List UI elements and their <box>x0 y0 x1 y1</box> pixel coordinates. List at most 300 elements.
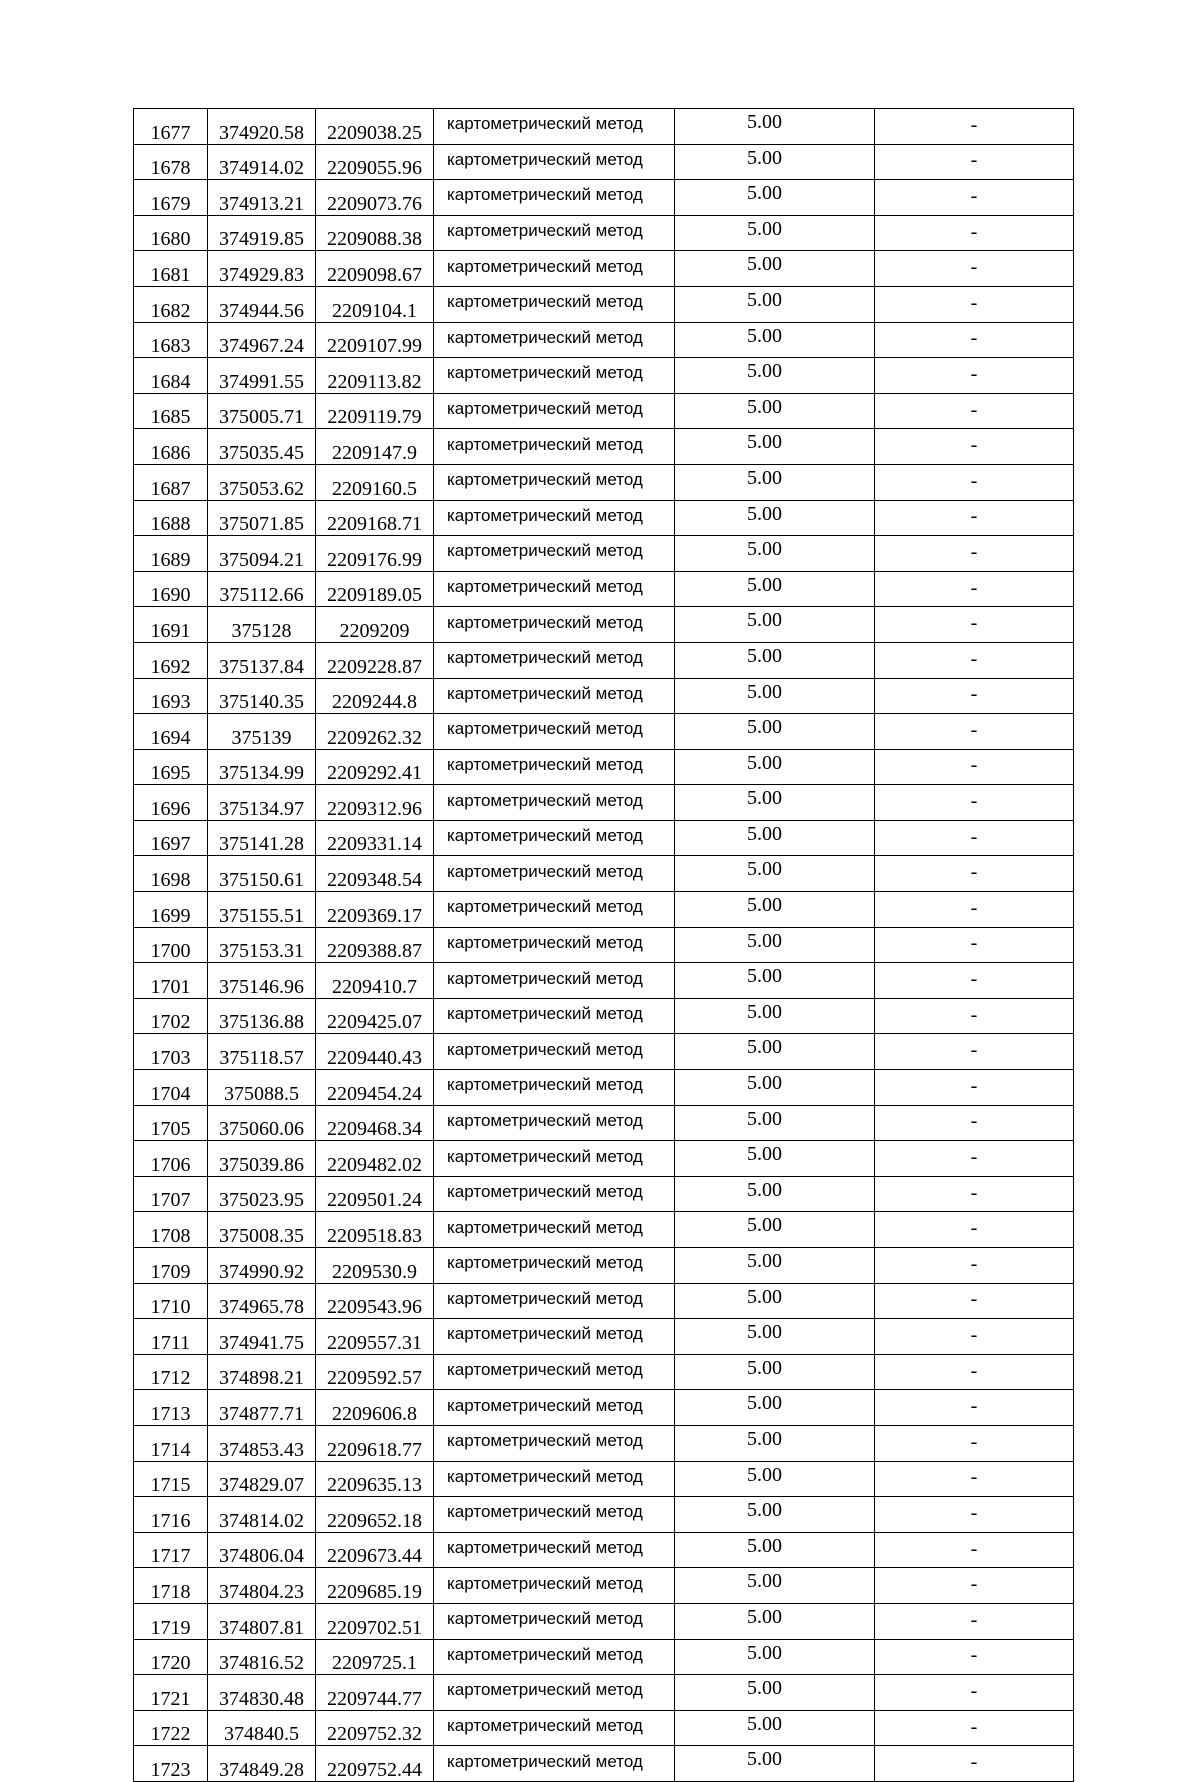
table-row <box>134 358 1074 394</box>
table-row <box>134 714 1074 750</box>
point-number-cell: 1689 <box>134 536 208 572</box>
note-cell: - <box>875 1248 1074 1284</box>
point-number-cell: 1677 <box>134 109 208 145</box>
method-cell: картометрический метод <box>434 1283 675 1319</box>
table-row <box>134 1710 1074 1746</box>
accuracy-cell: 5.00 <box>675 571 875 607</box>
method-cell: картометрический метод <box>434 251 675 287</box>
x-coordinate-cell: 374853.43 <box>208 1425 316 1461</box>
table-row <box>134 464 1074 500</box>
note-cell: - <box>875 1141 1074 1177</box>
point-number-cell: 1684 <box>134 358 208 394</box>
point-number-cell: 1702 <box>134 998 208 1034</box>
accuracy-cell: 5.00 <box>675 785 875 821</box>
x-coordinate-cell: 375071.85 <box>208 500 316 536</box>
x-coordinate-cell: 375112.66 <box>208 571 316 607</box>
method-cell: картометрический метод <box>434 1461 675 1497</box>
note-cell: - <box>875 1461 1074 1497</box>
x-coordinate-cell: 375008.35 <box>208 1212 316 1248</box>
y-coordinate-cell: 2209292.41 <box>316 749 434 785</box>
y-coordinate-cell: 2209440.43 <box>316 1034 434 1070</box>
table-row <box>134 820 1074 856</box>
accuracy-cell: 5.00 <box>675 1746 875 1782</box>
note-cell: - <box>875 1497 1074 1533</box>
point-number-cell: 1706 <box>134 1141 208 1177</box>
method-cell: картометрический метод <box>434 1497 675 1533</box>
x-coordinate-cell: 375139 <box>208 714 316 750</box>
table-row <box>134 1070 1074 1106</box>
point-number-cell: 1683 <box>134 322 208 358</box>
table-row <box>134 1141 1074 1177</box>
accuracy-cell: 5.00 <box>675 927 875 963</box>
accuracy-cell: 5.00 <box>675 1710 875 1746</box>
table-row <box>134 180 1074 216</box>
x-coordinate-cell: 374804.23 <box>208 1568 316 1604</box>
accuracy-cell: 5.00 <box>675 1639 875 1675</box>
method-cell: картометрический метод <box>434 749 675 785</box>
table-row <box>134 998 1074 1034</box>
method-cell: картометрический метод <box>434 642 675 678</box>
point-number-cell: 1680 <box>134 215 208 251</box>
note-cell: - <box>875 1034 1074 1070</box>
point-number-cell: 1682 <box>134 286 208 322</box>
method-cell: картометрический метод <box>434 1532 675 1568</box>
x-coordinate-cell: 374816.52 <box>208 1639 316 1675</box>
note-cell: - <box>875 1212 1074 1248</box>
table-row <box>134 1603 1074 1639</box>
x-coordinate-cell: 375140.35 <box>208 678 316 714</box>
accuracy-cell: 5.00 <box>675 1176 875 1212</box>
note-cell: - <box>875 144 1074 180</box>
accuracy-cell: 5.00 <box>675 642 875 678</box>
accuracy-cell: 5.00 <box>675 429 875 465</box>
method-cell: картометрический метод <box>434 1105 675 1141</box>
y-coordinate-cell: 2209189.05 <box>316 571 434 607</box>
note-cell: - <box>875 251 1074 287</box>
accuracy-cell: 5.00 <box>675 820 875 856</box>
note-cell: - <box>875 358 1074 394</box>
y-coordinate-cell: 2209557.31 <box>316 1319 434 1355</box>
accuracy-cell: 5.00 <box>675 1532 875 1568</box>
table-row <box>134 500 1074 536</box>
note-cell: - <box>875 464 1074 500</box>
table-row <box>134 892 1074 928</box>
method-cell: картометрический метод <box>434 286 675 322</box>
accuracy-cell: 5.00 <box>675 251 875 287</box>
y-coordinate-cell: 2209107.99 <box>316 322 434 358</box>
note-cell: - <box>875 1532 1074 1568</box>
note-cell: - <box>875 856 1074 892</box>
point-number-cell: 1691 <box>134 607 208 643</box>
x-coordinate-cell: 374919.85 <box>208 215 316 251</box>
table-row <box>134 393 1074 429</box>
point-number-cell: 1707 <box>134 1176 208 1212</box>
y-coordinate-cell: 2209244.8 <box>316 678 434 714</box>
y-coordinate-cell: 2209702.51 <box>316 1603 434 1639</box>
x-coordinate-cell: 374967.24 <box>208 322 316 358</box>
method-cell: картометрический метод <box>434 215 675 251</box>
x-coordinate-cell: 375136.88 <box>208 998 316 1034</box>
accuracy-cell: 5.00 <box>675 856 875 892</box>
point-number-cell: 1713 <box>134 1390 208 1426</box>
method-cell: картометрический метод <box>434 1141 675 1177</box>
point-number-cell: 1686 <box>134 429 208 465</box>
method-cell: картометрический метод <box>434 892 675 928</box>
y-coordinate-cell: 2209119.79 <box>316 393 434 429</box>
point-number-cell: 1703 <box>134 1034 208 1070</box>
note-cell: - <box>875 1639 1074 1675</box>
y-coordinate-cell: 2209744.77 <box>316 1675 434 1711</box>
method-cell: картометрический метод <box>434 607 675 643</box>
point-number-cell: 1719 <box>134 1603 208 1639</box>
y-coordinate-cell: 2209606.8 <box>316 1390 434 1426</box>
method-cell: картометрический метод <box>434 500 675 536</box>
accuracy-cell: 5.00 <box>675 286 875 322</box>
table-row <box>134 749 1074 785</box>
y-coordinate-cell: 2209055.96 <box>316 144 434 180</box>
y-coordinate-cell: 2209369.17 <box>316 892 434 928</box>
method-cell: картометрический метод <box>434 927 675 963</box>
point-number-cell: 1699 <box>134 892 208 928</box>
point-number-cell: 1695 <box>134 749 208 785</box>
table-row <box>134 144 1074 180</box>
table-row <box>134 856 1074 892</box>
point-number-cell: 1700 <box>134 927 208 963</box>
point-number-cell: 1678 <box>134 144 208 180</box>
note-cell: - <box>875 1603 1074 1639</box>
note-cell: - <box>875 820 1074 856</box>
method-cell: картометрический метод <box>434 820 675 856</box>
x-coordinate-cell: 374944.56 <box>208 286 316 322</box>
y-coordinate-cell: 2209685.19 <box>316 1568 434 1604</box>
note-cell: - <box>875 1675 1074 1711</box>
point-number-cell: 1709 <box>134 1248 208 1284</box>
accuracy-cell: 5.00 <box>675 109 875 145</box>
method-cell: картометрический метод <box>434 714 675 750</box>
table-row <box>134 785 1074 821</box>
accuracy-cell: 5.00 <box>675 464 875 500</box>
x-coordinate-cell: 374849.28 <box>208 1746 316 1782</box>
method-cell: картометрический метод <box>434 322 675 358</box>
accuracy-cell: 5.00 <box>675 536 875 572</box>
x-coordinate-cell: 374920.58 <box>208 109 316 145</box>
accuracy-cell: 5.00 <box>675 1283 875 1319</box>
method-cell: картометрический метод <box>434 1034 675 1070</box>
point-number-cell: 1715 <box>134 1461 208 1497</box>
y-coordinate-cell: 2209168.71 <box>316 500 434 536</box>
note-cell: - <box>875 500 1074 536</box>
table-row <box>134 1105 1074 1141</box>
point-number-cell: 1701 <box>134 963 208 999</box>
method-cell: картометрический метод <box>434 109 675 145</box>
point-number-cell: 1692 <box>134 642 208 678</box>
x-coordinate-cell: 375155.51 <box>208 892 316 928</box>
y-coordinate-cell: 2209104.1 <box>316 286 434 322</box>
y-coordinate-cell: 2209635.13 <box>316 1461 434 1497</box>
y-coordinate-cell: 2209410.7 <box>316 963 434 999</box>
note-cell: - <box>875 429 1074 465</box>
x-coordinate-cell: 375153.31 <box>208 927 316 963</box>
accuracy-cell: 5.00 <box>675 358 875 394</box>
point-number-cell: 1690 <box>134 571 208 607</box>
method-cell: картометрический метод <box>434 571 675 607</box>
x-coordinate-cell: 375039.86 <box>208 1141 316 1177</box>
accuracy-cell: 5.00 <box>675 1105 875 1141</box>
point-number-cell: 1721 <box>134 1675 208 1711</box>
point-number-cell: 1710 <box>134 1283 208 1319</box>
table-row <box>134 1034 1074 1070</box>
method-cell: картометрический метод <box>434 1603 675 1639</box>
accuracy-cell: 5.00 <box>675 1141 875 1177</box>
method-cell: картометрический метод <box>434 1354 675 1390</box>
table-row <box>134 1248 1074 1284</box>
note-cell: - <box>875 892 1074 928</box>
point-number-cell: 1693 <box>134 678 208 714</box>
table-row <box>134 1319 1074 1355</box>
x-coordinate-cell: 374877.71 <box>208 1390 316 1426</box>
note-cell: - <box>875 749 1074 785</box>
y-coordinate-cell: 2209088.38 <box>316 215 434 251</box>
point-number-cell: 1716 <box>134 1497 208 1533</box>
y-coordinate-cell: 2209147.9 <box>316 429 434 465</box>
table-row <box>134 963 1074 999</box>
table-row <box>134 1354 1074 1390</box>
y-coordinate-cell: 2209673.44 <box>316 1532 434 1568</box>
point-number-cell: 1696 <box>134 785 208 821</box>
method-cell: картометрический метод <box>434 358 675 394</box>
note-cell: - <box>875 1568 1074 1604</box>
point-number-cell: 1714 <box>134 1425 208 1461</box>
method-cell: картометрический метод <box>434 1746 675 1782</box>
note-cell: - <box>875 536 1074 572</box>
x-coordinate-cell: 374929.83 <box>208 251 316 287</box>
x-coordinate-cell: 375094.21 <box>208 536 316 572</box>
y-coordinate-cell: 2209752.44 <box>316 1746 434 1782</box>
accuracy-cell: 5.00 <box>675 607 875 643</box>
y-coordinate-cell: 2209262.32 <box>316 714 434 750</box>
table-body <box>134 109 1074 1782</box>
note-cell: - <box>875 927 1074 963</box>
table-row <box>134 1390 1074 1426</box>
accuracy-cell: 5.00 <box>675 963 875 999</box>
x-coordinate-cell: 374814.02 <box>208 1497 316 1533</box>
x-coordinate-cell: 374965.78 <box>208 1283 316 1319</box>
accuracy-cell: 5.00 <box>675 1390 875 1426</box>
y-coordinate-cell: 2209209 <box>316 607 434 643</box>
point-number-cell: 1712 <box>134 1354 208 1390</box>
table-row <box>134 642 1074 678</box>
x-coordinate-cell: 374914.02 <box>208 144 316 180</box>
table-row <box>134 927 1074 963</box>
y-coordinate-cell: 2209113.82 <box>316 358 434 394</box>
y-coordinate-cell: 2209592.57 <box>316 1354 434 1390</box>
point-number-cell: 1698 <box>134 856 208 892</box>
y-coordinate-cell: 2209228.87 <box>316 642 434 678</box>
table-row <box>134 536 1074 572</box>
x-coordinate-cell: 375134.97 <box>208 785 316 821</box>
x-coordinate-cell: 375023.95 <box>208 1176 316 1212</box>
x-coordinate-cell: 374991.55 <box>208 358 316 394</box>
point-number-cell: 1717 <box>134 1532 208 1568</box>
accuracy-cell: 5.00 <box>675 500 875 536</box>
x-coordinate-cell: 374806.04 <box>208 1532 316 1568</box>
table-row <box>134 607 1074 643</box>
x-coordinate-cell: 375060.06 <box>208 1105 316 1141</box>
x-coordinate-cell: 374990.92 <box>208 1248 316 1284</box>
table-row <box>134 1283 1074 1319</box>
note-cell: - <box>875 1710 1074 1746</box>
y-coordinate-cell: 2209425.07 <box>316 998 434 1034</box>
point-number-cell: 1711 <box>134 1319 208 1355</box>
point-number-cell: 1685 <box>134 393 208 429</box>
x-coordinate-cell: 375128 <box>208 607 316 643</box>
accuracy-cell: 5.00 <box>675 1212 875 1248</box>
method-cell: картометрический метод <box>434 180 675 216</box>
note-cell: - <box>875 1070 1074 1106</box>
table-row <box>134 251 1074 287</box>
point-number-cell: 1722 <box>134 1710 208 1746</box>
y-coordinate-cell: 2209752.32 <box>316 1710 434 1746</box>
accuracy-cell: 5.00 <box>675 1034 875 1070</box>
y-coordinate-cell: 2209518.83 <box>316 1212 434 1248</box>
point-number-cell: 1704 <box>134 1070 208 1106</box>
table-row <box>134 1568 1074 1604</box>
note-cell: - <box>875 215 1074 251</box>
table-row <box>134 286 1074 322</box>
method-cell: картометрический метод <box>434 1390 675 1426</box>
x-coordinate-cell: 374913.21 <box>208 180 316 216</box>
point-number-cell: 1687 <box>134 464 208 500</box>
x-coordinate-cell: 375141.28 <box>208 820 316 856</box>
accuracy-cell: 5.00 <box>675 714 875 750</box>
y-coordinate-cell: 2209543.96 <box>316 1283 434 1319</box>
accuracy-cell: 5.00 <box>675 1497 875 1533</box>
table-row <box>134 1497 1074 1533</box>
note-cell: - <box>875 714 1074 750</box>
method-cell: картометрический метод <box>434 144 675 180</box>
method-cell: картометрический метод <box>434 1248 675 1284</box>
note-cell: - <box>875 322 1074 358</box>
point-number-cell: 1723 <box>134 1746 208 1782</box>
point-number-cell: 1688 <box>134 500 208 536</box>
note-cell: - <box>875 1319 1074 1355</box>
x-coordinate-cell: 375088.5 <box>208 1070 316 1106</box>
accuracy-cell: 5.00 <box>675 393 875 429</box>
accuracy-cell: 5.00 <box>675 144 875 180</box>
table-row <box>134 1461 1074 1497</box>
accuracy-cell: 5.00 <box>675 892 875 928</box>
x-coordinate-cell: 375118.57 <box>208 1034 316 1070</box>
accuracy-cell: 5.00 <box>675 678 875 714</box>
accuracy-cell: 5.00 <box>675 1070 875 1106</box>
x-coordinate-cell: 375146.96 <box>208 963 316 999</box>
method-cell: картометрический метод <box>434 1319 675 1355</box>
method-cell: картометрический метод <box>434 1568 675 1604</box>
note-cell: - <box>875 607 1074 643</box>
accuracy-cell: 5.00 <box>675 1603 875 1639</box>
accuracy-cell: 5.00 <box>675 749 875 785</box>
note-cell: - <box>875 1176 1074 1212</box>
note-cell: - <box>875 393 1074 429</box>
method-cell: картометрический метод <box>434 1070 675 1106</box>
note-cell: - <box>875 678 1074 714</box>
point-number-cell: 1694 <box>134 714 208 750</box>
y-coordinate-cell: 2209482.02 <box>316 1141 434 1177</box>
note-cell: - <box>875 1746 1074 1782</box>
y-coordinate-cell: 2209331.14 <box>316 820 434 856</box>
table-row <box>134 571 1074 607</box>
note-cell: - <box>875 963 1074 999</box>
y-coordinate-cell: 2209160.5 <box>316 464 434 500</box>
method-cell: картометрический метод <box>434 963 675 999</box>
table-row <box>134 1176 1074 1212</box>
x-coordinate-cell: 375134.99 <box>208 749 316 785</box>
accuracy-cell: 5.00 <box>675 1319 875 1355</box>
note-cell: - <box>875 1283 1074 1319</box>
note-cell: - <box>875 1105 1074 1141</box>
accuracy-cell: 5.00 <box>675 1425 875 1461</box>
accuracy-cell: 5.00 <box>675 1461 875 1497</box>
method-cell: картометрический метод <box>434 393 675 429</box>
x-coordinate-cell: 374830.48 <box>208 1675 316 1711</box>
x-coordinate-cell: 374840.5 <box>208 1710 316 1746</box>
method-cell: картометрический метод <box>434 536 675 572</box>
y-coordinate-cell: 2209454.24 <box>316 1070 434 1106</box>
accuracy-cell: 5.00 <box>675 322 875 358</box>
accuracy-cell: 5.00 <box>675 998 875 1034</box>
accuracy-cell: 5.00 <box>675 1354 875 1390</box>
method-cell: картометрический метод <box>434 1639 675 1675</box>
x-coordinate-cell: 375150.61 <box>208 856 316 892</box>
x-coordinate-cell: 374898.21 <box>208 1354 316 1390</box>
coordinates-table <box>133 108 1074 1782</box>
note-cell: - <box>875 642 1074 678</box>
table-row <box>134 1212 1074 1248</box>
point-number-cell: 1718 <box>134 1568 208 1604</box>
y-coordinate-cell: 2209348.54 <box>316 856 434 892</box>
table-row <box>134 1675 1074 1711</box>
y-coordinate-cell: 2209098.67 <box>316 251 434 287</box>
y-coordinate-cell: 2209073.76 <box>316 180 434 216</box>
accuracy-cell: 5.00 <box>675 1568 875 1604</box>
table-row <box>134 109 1074 145</box>
method-cell: картометрический метод <box>434 429 675 465</box>
x-coordinate-cell: 375053.62 <box>208 464 316 500</box>
table-row <box>134 215 1074 251</box>
method-cell: картометрический метод <box>434 785 675 821</box>
table-row <box>134 1532 1074 1568</box>
note-cell: - <box>875 785 1074 821</box>
note-cell: - <box>875 1390 1074 1426</box>
x-coordinate-cell: 375137.84 <box>208 642 316 678</box>
note-cell: - <box>875 180 1074 216</box>
note-cell: - <box>875 571 1074 607</box>
x-coordinate-cell: 374807.81 <box>208 1603 316 1639</box>
table-row <box>134 1639 1074 1675</box>
x-coordinate-cell: 374941.75 <box>208 1319 316 1355</box>
y-coordinate-cell: 2209501.24 <box>316 1176 434 1212</box>
y-coordinate-cell: 2209468.34 <box>316 1105 434 1141</box>
y-coordinate-cell: 2209618.77 <box>316 1425 434 1461</box>
y-coordinate-cell: 2209652.18 <box>316 1497 434 1533</box>
y-coordinate-cell: 2209312.96 <box>316 785 434 821</box>
method-cell: картометрический метод <box>434 998 675 1034</box>
point-number-cell: 1708 <box>134 1212 208 1248</box>
point-number-cell: 1681 <box>134 251 208 287</box>
method-cell: картометрический метод <box>434 678 675 714</box>
y-coordinate-cell: 2209176.99 <box>316 536 434 572</box>
accuracy-cell: 5.00 <box>675 1248 875 1284</box>
